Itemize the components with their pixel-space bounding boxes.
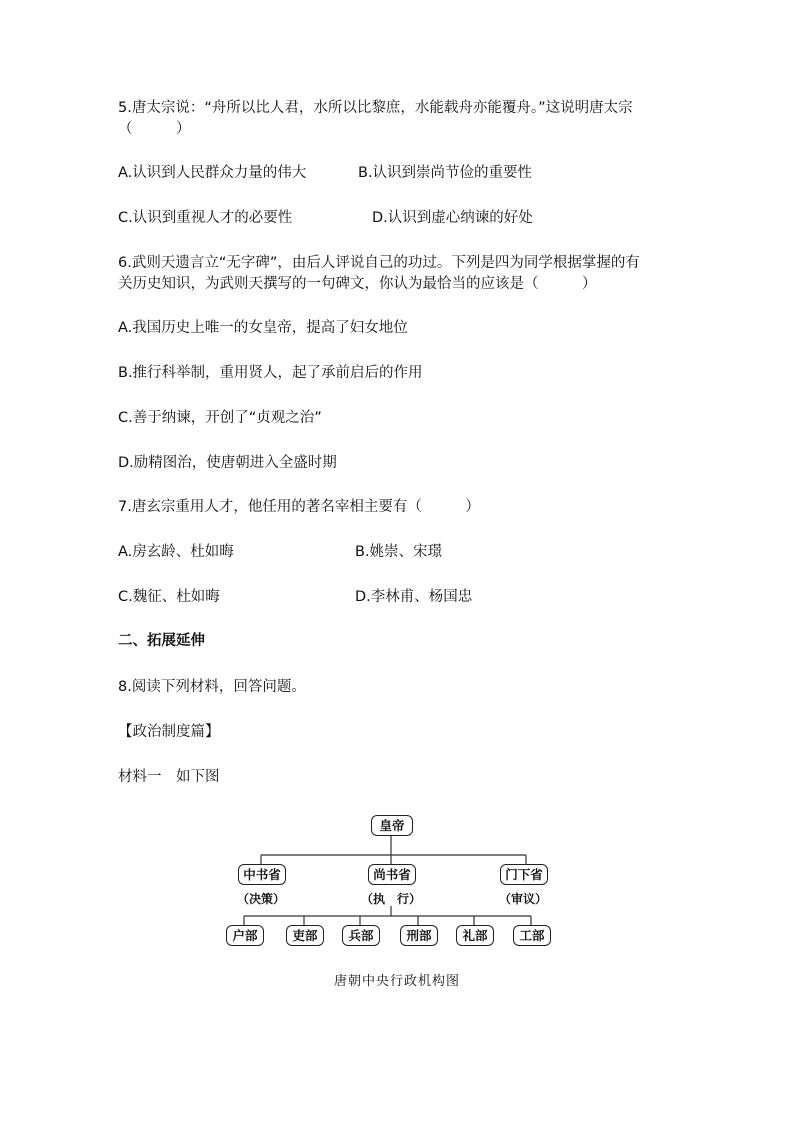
ministry-libu: 吏部 <box>286 925 324 946</box>
q5-stem-line1: 5.唐太宗说：“舟所以比人君，水所以比黎庶，水能载舟亦能覆舟。”这说明唐太宗 <box>118 100 633 116</box>
q5-option-a: A.认识到人民群众力量的伟大 <box>118 165 307 181</box>
ministry-gongbu: 工部 <box>513 925 551 946</box>
q5-option-c: C.认识到重视人才的必要性 <box>118 210 293 226</box>
q7-option-d: D.李林甫、杨国忠 <box>355 589 473 605</box>
q7-option-c: C.魏征、杜如晦 <box>118 589 220 605</box>
q5-option-b: B.认识到崇尚节俭的重要性 <box>358 165 533 181</box>
role-shangshu: （执 行） <box>360 892 421 906</box>
province-menxia: 门下省 <box>500 864 548 885</box>
q7-option-a: A.房玄龄、杜如晦 <box>118 544 234 560</box>
ministry-bingbu: 兵部 <box>342 925 380 946</box>
section-heading: 二、拓展延伸 <box>118 633 205 649</box>
q5-stem-line2: （ ） <box>118 121 191 137</box>
q8-subsection: 【政治制度篇】 <box>118 724 220 740</box>
diagram-caption: 唐朝中央行政机构图 <box>333 974 460 989</box>
ministry-xingbu: 刑部 <box>400 925 438 946</box>
q8-stem: 8.阅读下列材料，回答问题。 <box>118 679 306 695</box>
q6-option-a: A.我国历史上唯一的女皇帝，提高了妇女地位 <box>118 320 408 336</box>
emperor-box: 皇帝 <box>371 815 413 836</box>
q6-stem-line1: 6.武则天遗言立“无字碑”，由后人评说自己的功过。下列是四为同学根据掌握的有 <box>118 255 640 271</box>
q6-option-c: C.善于纳谏，开创了“贞观之治” <box>118 410 322 426</box>
q7-option-b: B.姚崇、宋璟 <box>355 544 443 560</box>
org-chart <box>226 812 556 952</box>
ministry-hubu: 户部 <box>226 925 264 946</box>
province-shangshu: 尚书省 <box>368 864 416 885</box>
q8-material1: 材料一 如下图 <box>118 769 220 785</box>
q6-stem-line2: 关历史知识，为武则天撰写的一句碑文，你认为最恰当的应该是（ ） <box>118 276 597 292</box>
province-zhongshu: 中书省 <box>238 864 286 885</box>
q6-option-b: B.推行科举制，重用贤人，起了承前启后的作用 <box>118 365 423 381</box>
role-zhongshu: （决策） <box>236 892 285 906</box>
role-menxia: （审议） <box>498 892 547 906</box>
q5-option-d: D.认识到虚心纳谏的好处 <box>372 210 533 226</box>
ministry-libu-rites: 礼部 <box>456 925 494 946</box>
q7-stem: 7.唐玄宗重用人才，他任用的著名宰相主要有（ ） <box>118 499 480 515</box>
q6-option-d: D.励精图治，使唐朝进入全盛时期 <box>118 455 337 471</box>
